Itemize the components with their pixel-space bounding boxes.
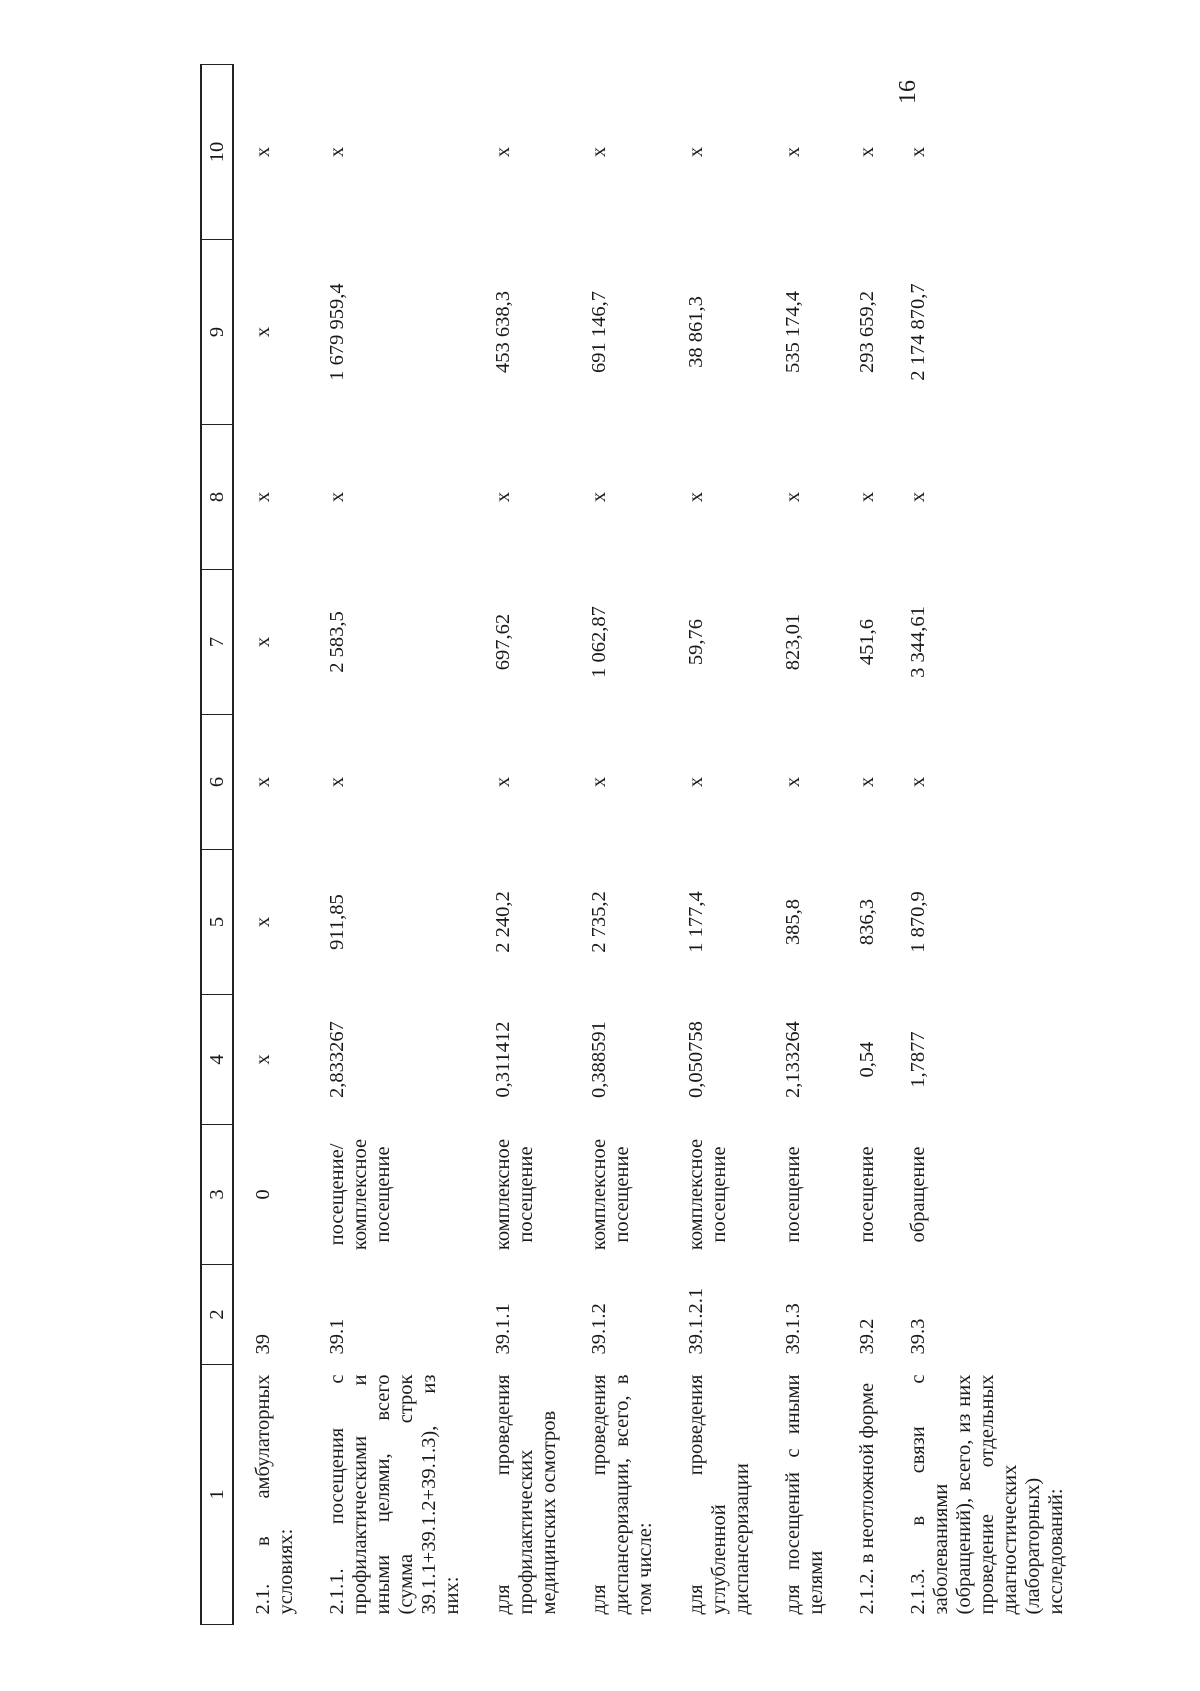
value-cell: 451,6 [856,618,879,666]
table-row [889,65,1078,1625]
column-number-header: 4 [201,995,233,1125]
row-label: 2.1.2. в неотложной форме [856,1382,879,1615]
value-cell: x [252,776,274,788]
column-number-header: 10 [201,65,233,240]
value-cell: 2 583,5 [325,611,348,673]
table-row [233,65,308,1625]
unit-cell: обращение [907,1146,930,1243]
column-number-header: 9 [201,240,233,425]
unit-cell: посещение [782,1146,805,1243]
column-number-header: 1 [201,1365,233,1625]
table-body [233,65,1078,1625]
value-cell: x [491,491,514,503]
value-cell: x [252,491,274,503]
value-cell: 0,311412 [491,1021,514,1098]
unit-cell: посещение/ комплексное посещение [325,1138,394,1251]
row-code: 39.1 [325,1318,348,1355]
value-cell: x [252,326,274,338]
row-label: 2.1. в амбулаторных условиях: [252,1374,297,1615]
page-number: 16 [895,80,921,104]
value-cell: x [856,776,879,788]
value-cell: 0,54 [856,1041,879,1078]
value-cell: x [325,491,348,503]
value-cell: 535 174,4 [782,291,805,373]
value-cell: x [907,491,930,503]
unit-cell: посещение [856,1146,879,1243]
row-code: 39.2 [856,1318,879,1355]
column-number-header: 7 [201,570,233,715]
value-cell: 3 344,61 [907,606,930,678]
table-row [838,65,889,1625]
value-cell: 1 679 959,4 [325,283,348,381]
row-label: 2.1.3. в связи с заболеваниями (обращений), всего, из них проведение отдельных диагностических (лабораторных) исследований: [907,1374,1067,1615]
value-cell: 293 659,2 [856,291,879,373]
table-row [308,65,474,1625]
value-cell: 0,388591 [588,1021,611,1098]
table-row [764,65,838,1625]
value-cell: x [907,146,930,158]
value-cell: x [252,1054,274,1065]
value-cell: x [252,146,274,158]
header-row [201,65,233,1625]
row-code: 39.1.2 [588,1303,611,1355]
value-cell: x [588,491,611,503]
row-label: для посещений с иными целями [782,1374,828,1615]
value-cell: 1,7877 [907,1031,930,1088]
row-code: 39 [252,1334,274,1355]
value-cell: x [856,491,879,503]
value-cell: x [325,146,348,158]
value-cell: x [252,916,274,928]
value-cell: x [782,146,805,158]
row-label: для проведения профилактических медицинских осмотров [491,1374,560,1615]
unit-cell: комплексное посещение [685,1138,731,1251]
value-cell: x [685,776,708,788]
table-row [570,65,667,1625]
value-cell: 2,833267 [325,1021,348,1098]
row-label: 2.1.1. посещения с профилактическими и иными целями, всего (сумма строк 39.1.1+39.1.2+39.1.3), из них: [325,1374,463,1615]
row-code: 39.1.2.1 [685,1287,708,1355]
value-cell: 1 062,87 [588,606,611,678]
value-cell: x [491,146,514,158]
value-cell: 1 870,9 [907,891,930,953]
table-row [667,65,764,1625]
value-cell: 385,8 [782,898,805,946]
value-cell: x [325,776,348,788]
value-cell: 2,133264 [782,1021,805,1098]
column-number-header: 8 [201,425,233,570]
value-cell: 823,01 [782,613,805,671]
unit-cell: комплексное посещение [491,1138,537,1251]
value-cell: 59,76 [685,618,708,666]
value-cell: x [782,776,805,788]
column-number-header: 6 [201,715,233,850]
value-cell: x [856,146,879,158]
value-cell: 38 861,3 [685,296,708,368]
value-cell: x [685,491,708,503]
column-number-header: 5 [201,850,233,995]
value-cell: x [491,776,514,788]
table-row [474,65,571,1625]
value-cell: x [588,146,611,158]
row-label: для проведения углубленной диспансеризации [685,1374,754,1615]
row-code: 39.1.1 [491,1303,514,1355]
value-cell: x [685,146,708,158]
value-cell: 697,62 [491,613,514,671]
value-cell: 0,050758 [685,1021,708,1098]
row-label: для проведения диспансеризации, всего, в том числе: [588,1374,657,1615]
row-code: 39.1.3 [782,1303,805,1355]
value-cell: 2 735,2 [588,891,611,953]
table-header [201,65,233,1625]
value-cell: x [588,776,611,788]
value-cell: 2 174 870,7 [907,283,930,381]
value-cell: 1 177,4 [685,891,708,953]
column-number-header: 2 [201,1265,233,1365]
value-cell: 453 638,3 [491,291,514,373]
value-cell: x [782,491,805,503]
unit-cell: 0 [252,1189,274,1200]
unit-cell: комплексное посещение [588,1138,634,1251]
value-cell: 2 240,2 [491,891,514,953]
value-cell: x [907,776,930,788]
value-cell: 691 146,7 [588,291,611,373]
table-container [200,65,1067,1625]
value-cell: 911,85 [325,894,348,950]
row-code: 39.3 [907,1318,930,1355]
value-cell: x [252,636,274,648]
financing-table [200,64,1078,1625]
value-cell: 836,3 [856,898,879,946]
column-number-header: 3 [201,1125,233,1265]
